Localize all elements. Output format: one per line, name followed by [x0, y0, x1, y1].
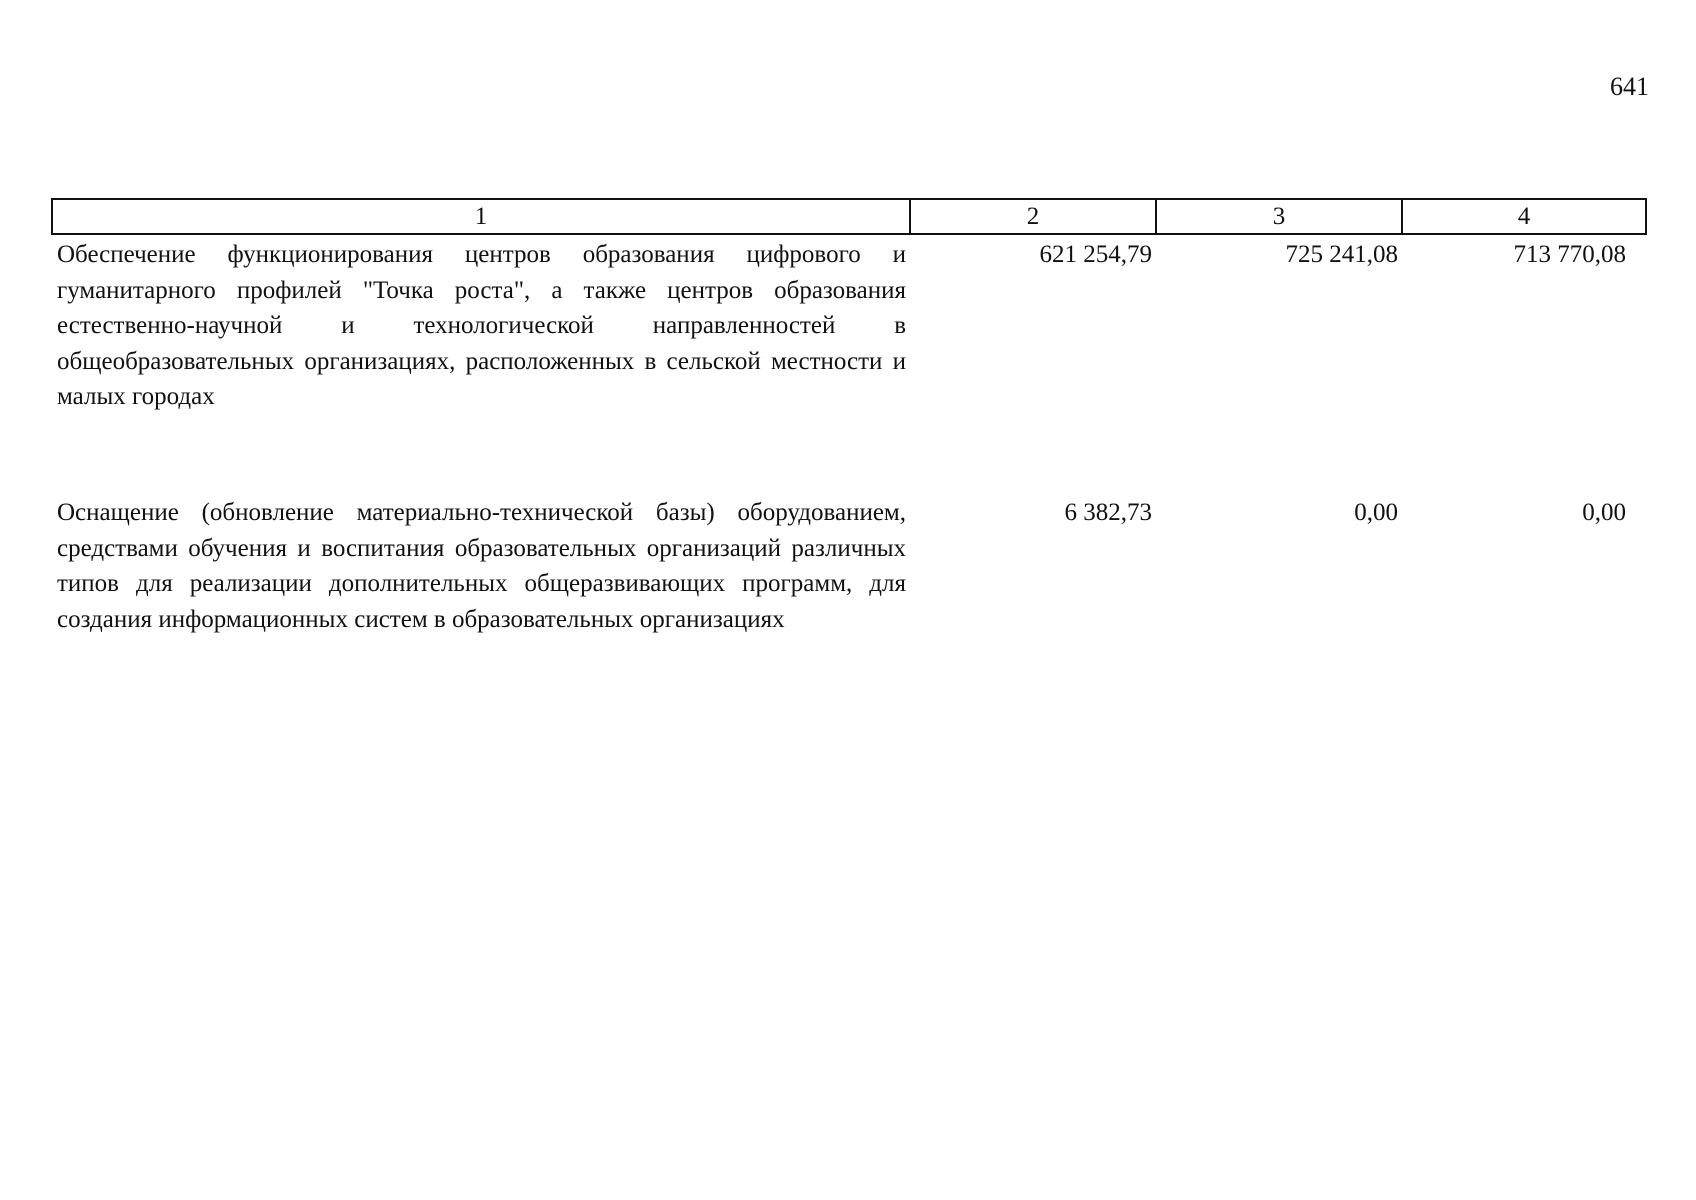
budget-table: [51, 198, 1647, 695]
row-value-col-4: 713 770,08: [1513, 241, 1626, 268]
row-value-col-3: 725 241,08: [1285, 241, 1398, 268]
table-row: [52, 493, 1646, 695]
header-col-2: 2: [910, 199, 1156, 234]
header-col-3: 3: [1156, 199, 1402, 234]
row-value-col-4: 0,00: [1582, 499, 1626, 526]
table-row: [52, 234, 1646, 493]
table-header: [52, 199, 1646, 234]
row-value-col-3: 0,00: [1354, 499, 1398, 526]
row-value-col-2: 621 254,79: [1039, 241, 1152, 268]
header-col-4: 4: [1402, 199, 1646, 234]
page-number: 641: [1610, 72, 1649, 101]
row-description: Оснащение (обновление материально-технической базы) оборудованием, средствами обучения и воспитания образовательных организаций различных типов для реализации дополнительных общеразвивающих программ, для создания информационных систем в образовательных организациях: [57, 499, 906, 633]
header-row: [52, 199, 1646, 234]
row-description: Обеспечение функционирования центров образования цифрового и гуманитарного профилей "Точка роста", а также центров образования естественно-научной и технологической направленностей в общеобразовательных организациях, расположенных в сельской местности и малых городах: [57, 241, 906, 410]
header-col-1: 1: [52, 199, 910, 234]
row-value-col-2: 6 382,73: [1064, 499, 1152, 526]
table-body: [52, 234, 1646, 695]
